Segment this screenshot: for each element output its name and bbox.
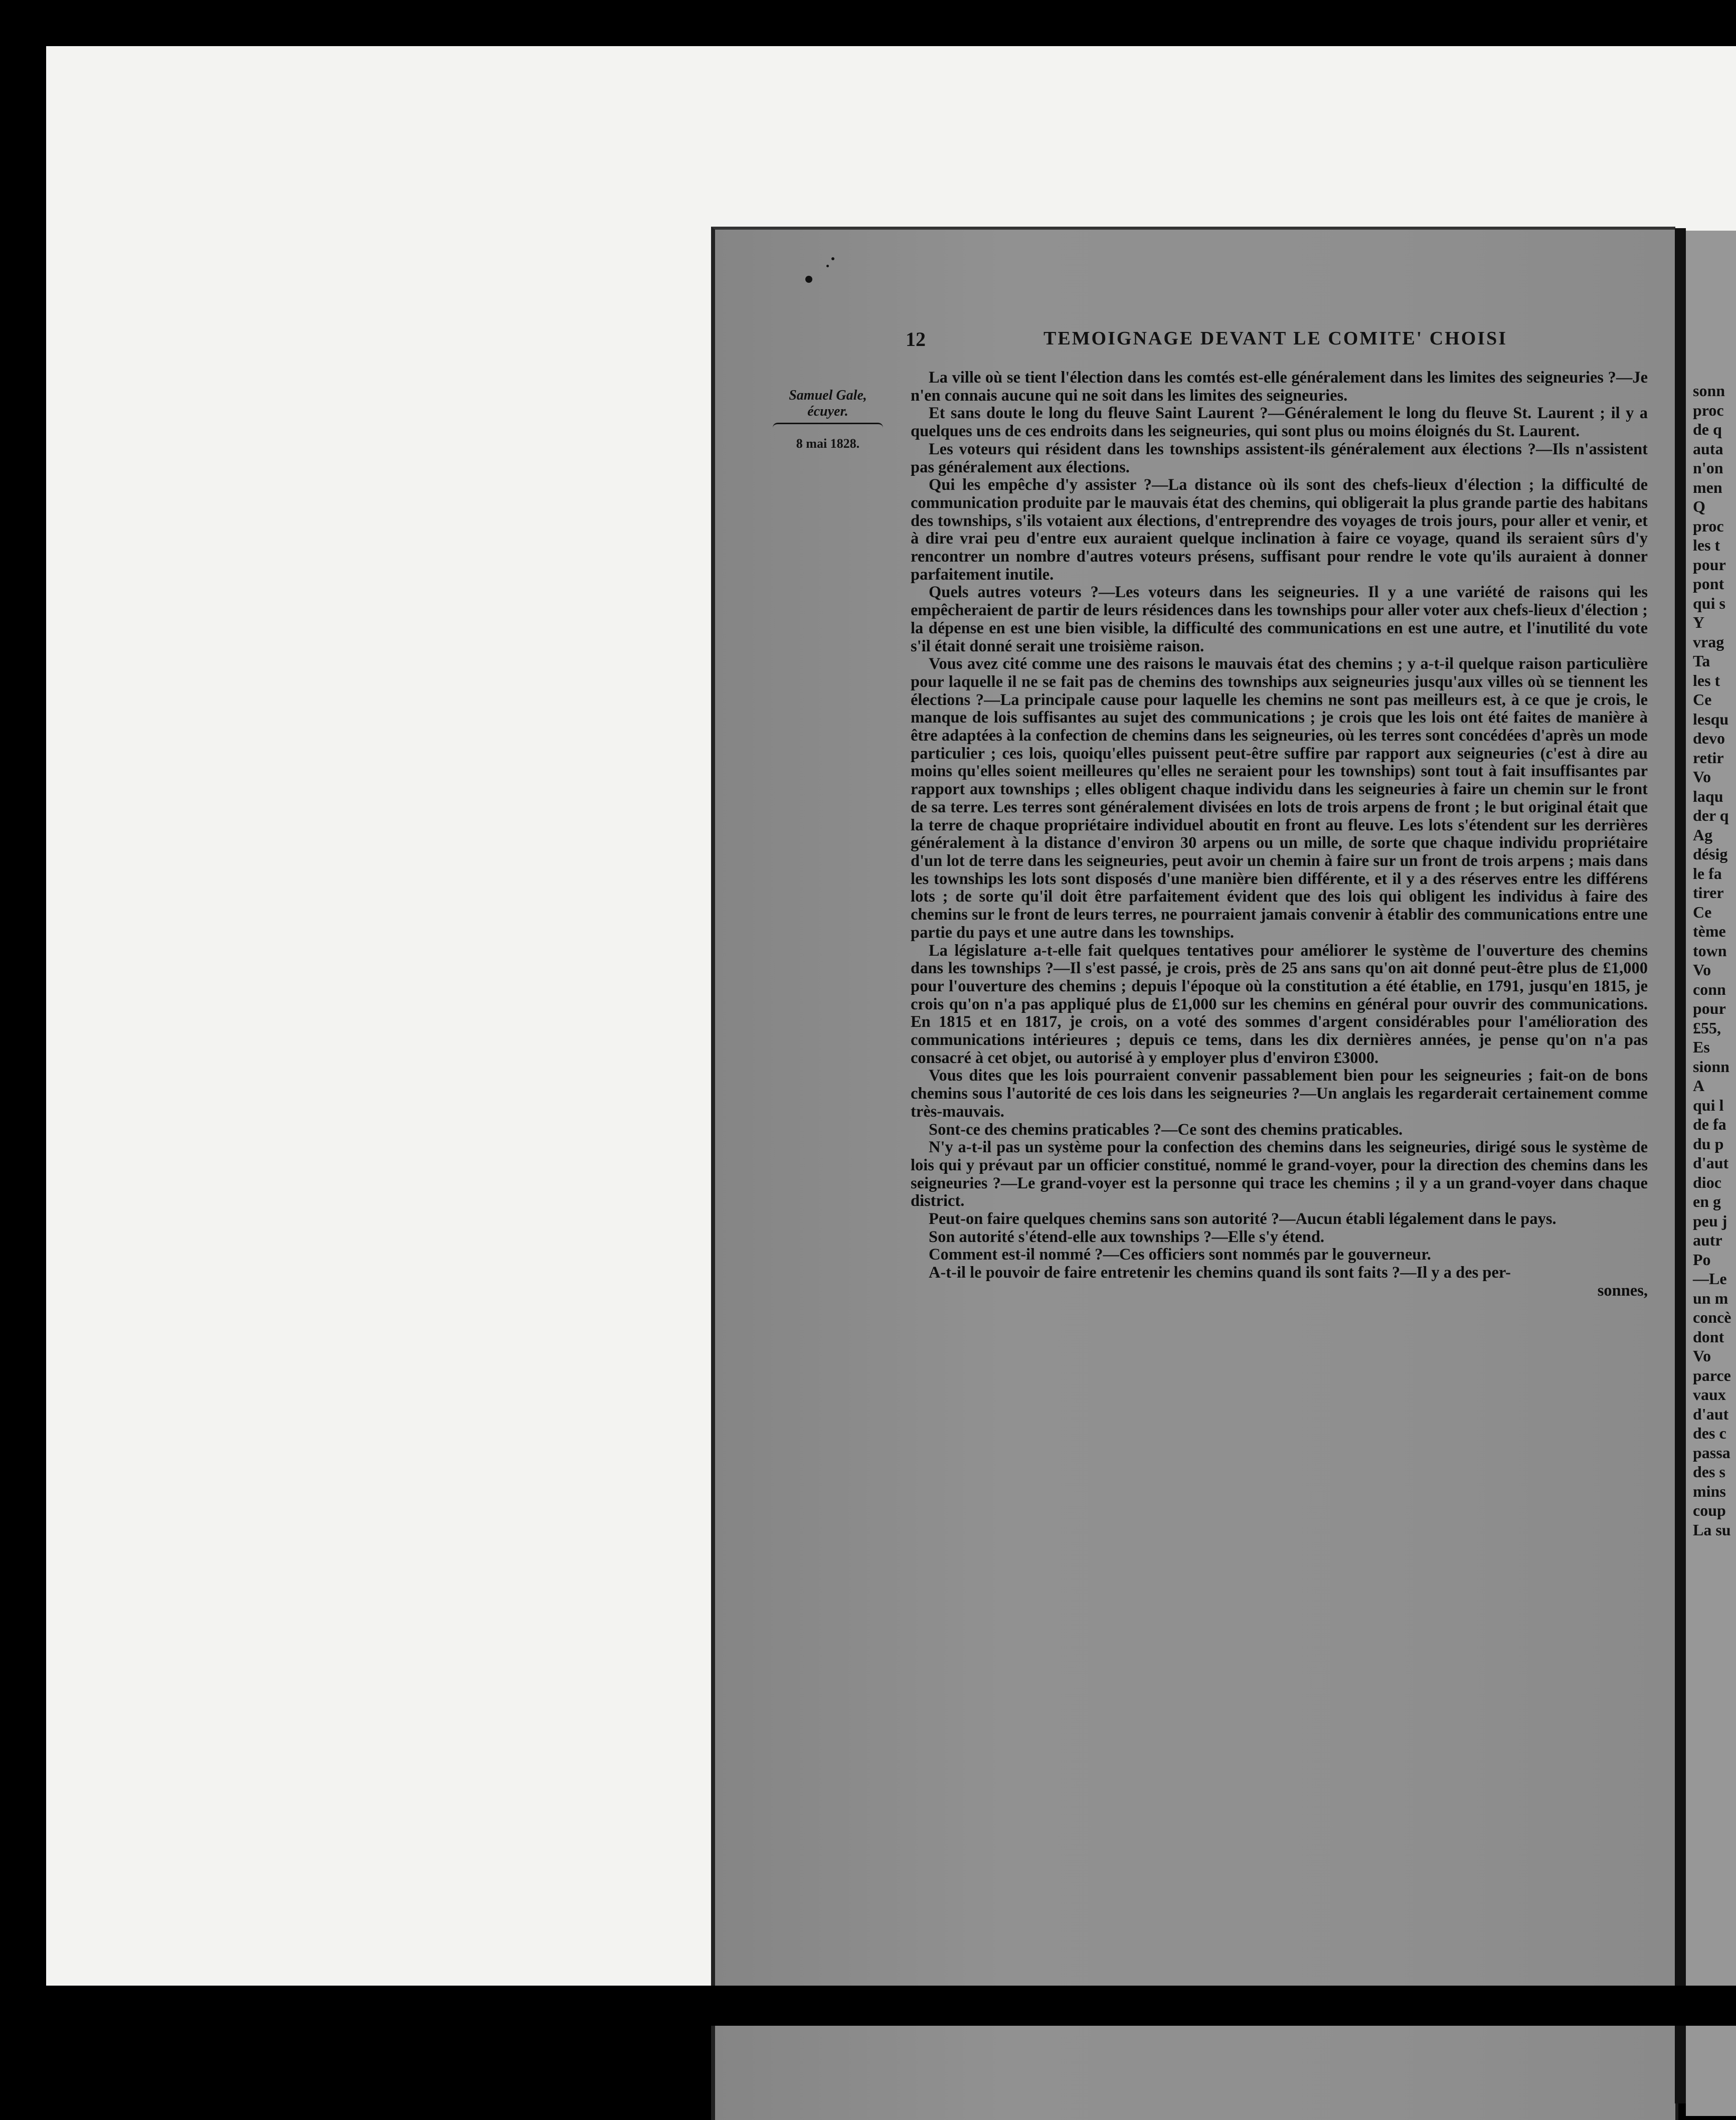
adjacent-page-fragment: Y [1693, 613, 1705, 631]
book-gutter [1675, 228, 1686, 2103]
adjacent-page-text [1693, 381, 1736, 1539]
adjacent-page-fragment: de q [1693, 420, 1722, 438]
adjacent-page-fragment: des s [1693, 1463, 1725, 1481]
witness-name: Samuel Gale, [789, 388, 867, 403]
paragraph: Vous dites que les lois pourraient convenir passablement bien pour les seigneuries ; fait-on de bons chemins sous l'autorité de ces lois dans les seigneuries ?—Un anglais les regarderait certainement comme très-mauvais. [911, 1067, 1648, 1121]
adjacent-page-fragment: proc [1693, 516, 1724, 535]
adjacent-page-fragment: Po [1693, 1250, 1711, 1269]
adjacent-page-fragment: tirer [1693, 884, 1724, 902]
adjacent-page-fragment: La su [1693, 1520, 1731, 1539]
adjacent-page-fragment: passa [1693, 1443, 1730, 1462]
page-number: 12 [906, 328, 926, 350]
margin-note [773, 388, 883, 451]
film-border-bottom [0, 1986, 1736, 2026]
adjacent-page-fragment: laqu [1693, 787, 1723, 805]
paragraph: Et sans doute le long du fleuve Saint Laurent ?—Généralement le long du fleuve St. Laurent ; il y a quelques uns de ces endroits dans les seigneuries, qui sont plus ou moins éloignés du St. Laurent. [911, 404, 1648, 441]
adjacent-page-fragment: lesqu [1693, 710, 1729, 728]
adjacent-page-fragment: d'aut [1693, 1154, 1729, 1172]
witness-title: écuyer. [807, 404, 848, 419]
paragraph: Son autorité s'étend-elle aux townships ?—Elle s'y étend. [929, 1227, 1325, 1246]
paragraph: La ville où se tient l'élection dans les comtés est-elle généralement dans les limites des seigneuries ?—Je n'en connais aucune qui ne soit dans les limites des seigneuries. [911, 369, 1648, 405]
brace [773, 423, 883, 434]
adjacent-page-fragment: auta [1693, 439, 1723, 458]
paragraph: La législature a-t-elle fait quelques tentatives pour améliorer le système de l'ouverture des chemins dans les townships ?—Il s'est passé, je crois, près de 25 ans sans qu'on ait donné peut-être plus de £1,000 pour l'ouverture des chemins ; depuis l'époque où la constitution a été établie, en 1791, jusqu'en 1815, je crois qu'on n'a pas appliqué plus de £1,000 sur les chemins en général pour ouvrir des communications. En 1815 et en 1817, je crois, on a voté des sommes d'argent considérables pour l'amélioration des communications intérieures ; depuis ce tems, dans les dix dernières années, je pense qu'on n'a pas consacré à cet objet, ou autorisé à y employer plus d'environ £3000. [911, 941, 1648, 1067]
dust-speck [805, 276, 812, 283]
adjacent-page-fragment: Vo [1693, 768, 1711, 786]
adjacent-page-fragment: des c [1693, 1424, 1726, 1442]
adjacent-page-fragment: Q [1693, 497, 1705, 515]
adjacent-page-fragment: autr [1693, 1231, 1722, 1249]
adjacent-page-fragment: en g [1693, 1192, 1721, 1210]
adjacent-page-fragment: Ce [1693, 903, 1712, 921]
adjacent-page-fragment: dioc [1693, 1173, 1721, 1191]
adjacent-page-fragment: coup [1693, 1501, 1726, 1519]
adjacent-page-fragment: les t [1693, 536, 1720, 554]
adjacent-page-fragment: parce [1693, 1366, 1731, 1384]
adjacent-page-fragment: Es [1693, 1038, 1710, 1056]
adjacent-page-fragment: devo [1693, 729, 1725, 747]
dust-speck [831, 257, 834, 260]
adjacent-page-fragment: pour [1693, 555, 1726, 574]
adjacent-page-fragment: sonn [1693, 382, 1725, 400]
film-border-top [0, 0, 1736, 46]
adjacent-page-fragment: Ce [1693, 690, 1712, 709]
adjacent-page-fragment: £55, [1693, 1018, 1721, 1037]
adjacent-page-fragment: town [1693, 941, 1727, 960]
paragraph: Qui les empêche d'y assister ?—La distance où ils sont des chefs-lieux d'élection ; la difficulté de communication produite par le mauvais état des chemins, qui obligerait la plus grande partie des habitans des townships, s'ils votaient aux élections, d'entreprendre des voyages de trois jours, pour aller et venir, et à dire vrai peu d'entre eux auraient quelque inclination à faire ce voyage, quand ils seraient sûrs d'y rencontrer un nombre d'autres voteurs présens, suffisant pour rendre le vote qu'ils auraient à donner parfaitement inutile. [911, 476, 1648, 584]
page-header [906, 327, 1542, 358]
adjacent-page-fragment: qui l [1693, 1096, 1724, 1114]
adjacent-page-fragment: vrag [1693, 632, 1724, 651]
witness-date: 8 mai 1828. [796, 436, 860, 451]
adjacent-page-fragment: désig [1693, 845, 1728, 863]
adjacent-page-fragment: men [1693, 478, 1722, 496]
adjacent-page-fragment: d'aut [1693, 1404, 1729, 1423]
adjacent-page-fragment: Vo [1693, 1347, 1711, 1365]
adjacent-page-fragment: qui s [1693, 594, 1725, 612]
adjacent-page-fragment: dont [1693, 1327, 1724, 1346]
running-title: TEMOIGNAGE DEVANT LE COMITE' CHOISI [1044, 328, 1507, 349]
adjacent-page-fragment: vaux [1693, 1385, 1726, 1403]
catchword: sonnes, [1597, 1281, 1648, 1300]
adjacent-page-fragment: un m [1693, 1289, 1728, 1307]
document-page [711, 227, 1675, 2120]
adjacent-page-fragment: proc [1693, 401, 1724, 419]
adjacent-page-fragment: der q [1693, 806, 1729, 824]
adjacent-page-fragment: pour [1693, 999, 1726, 1017]
paragraph: Quels autres voteurs ?—Les voteurs dans les seigneuries. Il y a une variété de raisons qui les empêcheraient de partir de leurs résidences dans les townships pour aller voter aux chefs-lieux d'élection ; la dépense en est une bien visible, la difficulté des communications en est une autre, et l'inutilité du vote s'il était donné serait une troisième raison. [911, 583, 1648, 655]
paragraph: Sont-ce des chemins praticables ?—Ce sont des chemins praticables. [929, 1120, 1403, 1139]
adjacent-page-fragment: concè [1693, 1308, 1731, 1326]
paragraph: Les voteurs qui résident dans les townships assistent-ils généralement aux élections ?—Ils n'assistent pas généralement aux élections. [911, 440, 1648, 476]
adjacent-page-fragment: pont [1693, 575, 1724, 593]
film-border-left [0, 0, 46, 2026]
adjacent-page-fragment: peu j [1693, 1211, 1727, 1230]
testimony-body [911, 369, 1648, 1300]
adjacent-page-fragment: conn [1693, 980, 1726, 998]
adjacent-page-fragment: mins [1693, 1482, 1726, 1500]
adjacent-page-fragment: Vo [1693, 961, 1711, 979]
paragraph: N'y a-t-il pas un système pour la confection des chemins dans les seigneuries, dirigé sous le système de lois qui y prévaut par un officier constitué, nommé le grand-voyer, pour la direction des chemins dans les seigneuries ?—Le grand-voyer est la personne qui trace les chemins ; il y a un grand-voyer dans chaque district. [911, 1138, 1648, 1210]
paragraph: A-t-il le pouvoir de faire entretenir les chemins quand ils sont faits ?—Il y a des per- [929, 1264, 1511, 1282]
adjacent-page-fragment: retir [1693, 748, 1724, 767]
adjacent-page [1686, 231, 1736, 2116]
dust-speck [826, 265, 829, 267]
adjacent-page-fragment: du p [1693, 1134, 1724, 1153]
adjacent-page-fragment: n'on [1693, 459, 1723, 477]
paragraph: Vous avez cité comme une des raisons le mauvais état des chemins ; y a-t-il quelque raison particulière pour laquelle il ne se fait pas de chemins des townships aux seigneuries jusqu'aux villes où se tiennent les élections ?—La principale cause pour laquelle les chemins ne sont pas meilleurs est, à ce que je crois, le manque de lois suffisantes au sujet des communications ; je crois que les lois ont été faites de manière à être adaptées à la confection de chemins dans les seigneuries, où les terres sont concédées d'après un mode particulier ; ces lois, quoiqu'elles puissent peut-être suffire par rapport aux seigneuries (c'est à dire au moins qu'elles soient meilleures qu'elles ne seraient pour les townships) sont tout à fait insuffisantes par rapport aux townships ; elles obligent chaque individu dans les seigneuries à faire un chemin sur le front de sa terre. Les terres sont généralement divisées en lots de trois arpens de front ; le but original était que la terre de chaque propriétaire individuel aboutit en front au fleuve. Les lots s'étendent sur les derrières généralement à la distance d'environ 30 arpens ou un mille, de sorte que chaque individu propriétaire d'un lot de terre dans les seigneuries, peut avoir un chemin à faire sur un front de trois arpens ; mais dans les townships les lots sont disposés d'une manière bien différente, et il y a des réserves entre les différens lots ; de sorte qu'il doit être parfaitement évident que des lois qui obligent les individus à faire des chemins sur le front de leurs terres, ne pourraient jamais convenir à établir des communications entre une partie du pays et une autre dans les townships. [911, 655, 1648, 942]
adjacent-page-fragment: de fa [1693, 1115, 1726, 1133]
adjacent-page-fragment: les t [1693, 671, 1720, 689]
adjacent-page-fragment: tème [1693, 922, 1726, 940]
adjacent-page-fragment: A [1693, 1077, 1705, 1095]
adjacent-page-fragment: Ag [1693, 825, 1713, 844]
adjacent-page-fragment: le fa [1693, 864, 1722, 882]
adjacent-page-fragment: —Le [1693, 1270, 1727, 1288]
paragraph: Peut-on faire quelques chemins sans son autorité ?—Aucun établi légalement dans le pays. [929, 1210, 1556, 1228]
paragraph: Comment est-il nommé ?—Ces officiers sont nommés par le gouverneur. [929, 1246, 1431, 1264]
adjacent-page-fragment: Ta [1693, 652, 1710, 670]
adjacent-page-fragment: sionn [1693, 1057, 1729, 1076]
